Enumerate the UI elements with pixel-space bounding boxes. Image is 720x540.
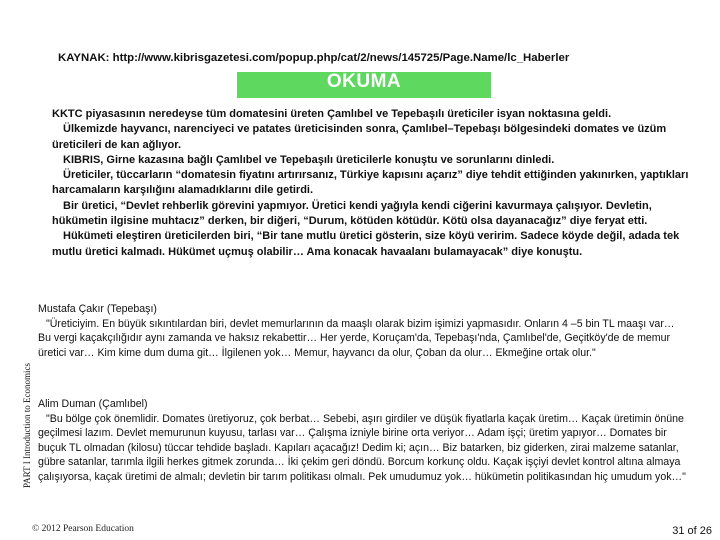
reading-paragraph: Bir üretici, “Devlet rehberlik görevini yapmıyor. Üretici kendi yağıyla kendi ciğerini kavurmaya çalışıyor. Devletin, hükümetin ilgisine muhtacız” derken, bir diğeri, “Durum, kötüden kötüdür. Kötü olsa dayanacağız” diye feryat etti.	[52, 199, 652, 228]
reading-paragraph: Üreticiler, tüccarların “domatesin fiyatını artırırsanız, Türkiye kapısını açarız” diye tehdit ettiğinden yakınırken, yaptıkları harcamaların karşılığını alamadıklarını dile getirdi.	[52, 169, 689, 197]
quote-text: "Bu bölge çok önemlidir. Domates üretiyoruz, çok berbat… Sebebi, aşırı girdiler ve düşük fiyatlarla kaçak üretim… Kaçak üretimin önüne geçilmesi lazım. Devlet memurunun kuyusu, tarlası var… Çalışma izniyle birine orta veriyor… Adam işçi; üretim yapıyor… Domates bir buçuk TL olmadan (kilosu) tüccar tehdide başladı. Kapıları açacağız! Dedim ki; açın… Biz batarken, biz giderken, zirai malzeme satanlar, gübre satanlar, tarımla ilgili herkes gitmek zorunda… İki çekim geri döndü. Borcum korkunç oldu. Kaçak işçiyi devlet kontrol altına almaya çalışıyorsa, kaçak üretimi de almalı; devletin bir tarım politikası olmalı. Pek umudumuz yok… hükümetin politikasından hiç umudum yok…"	[38, 412, 686, 483]
reading-paragraph: KIBRIS, Girne kazasına bağlı Çamlıbel ve Tepebaşılı üreticilerle konuştu ve sorunlarını dinledi.	[63, 153, 555, 166]
quote-block	[38, 302, 686, 360]
quote-speaker: Alim Duman (Çamlıbel)	[38, 398, 148, 410]
reading-paragraph: Ülkemizde hayvancı, narenciyeci ve patates üreticisinden sonra, Çamlıbel–Tepebaşı bölgesindeki domates ve üzüm üreticileri de kan ağlıyor.	[52, 123, 667, 151]
part-side-label: PART I Introduction to Economics	[22, 363, 32, 488]
page-counter: 31 of 26	[672, 525, 712, 537]
reading-paragraph: KKTC piyasasının neredeyse tüm domatesini üreten Çamlıbel ve Tepebaşılı üreticiler isyan noktasına geldi.	[52, 108, 612, 120]
quote-text: "Üreticiyim. En büyük sıkıntılardan biri, devlet memurlarının da maaşlı olarak bizim işimizi yapmasıdır. Onların 4 –5 bin TL maaşı var… Bu vergi kaçakçılığıdır aynı zamanda ve haksız rekabettir… Her yerde, Koruçam'da, Tepebaşı'nda, Çamlıbel'de, Geçitköy'de de memur üretici var… Kim kime dum duma git… İlgilenen yok… Memur, hayvancı da olur, Çoban da olur… Ekmeğine ortak olur."	[38, 317, 675, 359]
quote-speaker: Mustafa Çakır (Tepebaşı)	[38, 303, 157, 315]
source-line: KAYNAK: http://www.kibrisgazetesi.com/popup.php/cat/2/news/145725/Page.Name/lc_Haberler	[58, 52, 570, 64]
reading-text	[52, 107, 692, 260]
quote-block	[38, 397, 686, 485]
page-title: OKUMA	[326, 71, 402, 92]
copyright-notice: © 2012 Pearson Education	[32, 524, 134, 534]
reading-paragraph: Hükümeti eleştiren üreticilerden biri, “Bir tane mutlu üretici gösterin, size köyü veririm. Sadece köyde değil, adada tek mutlu üretici kalmadı. Hükümet uçmuş olabilir… Ama konacak havaalanı bulamayacak” diye konuştu.	[52, 230, 680, 258]
